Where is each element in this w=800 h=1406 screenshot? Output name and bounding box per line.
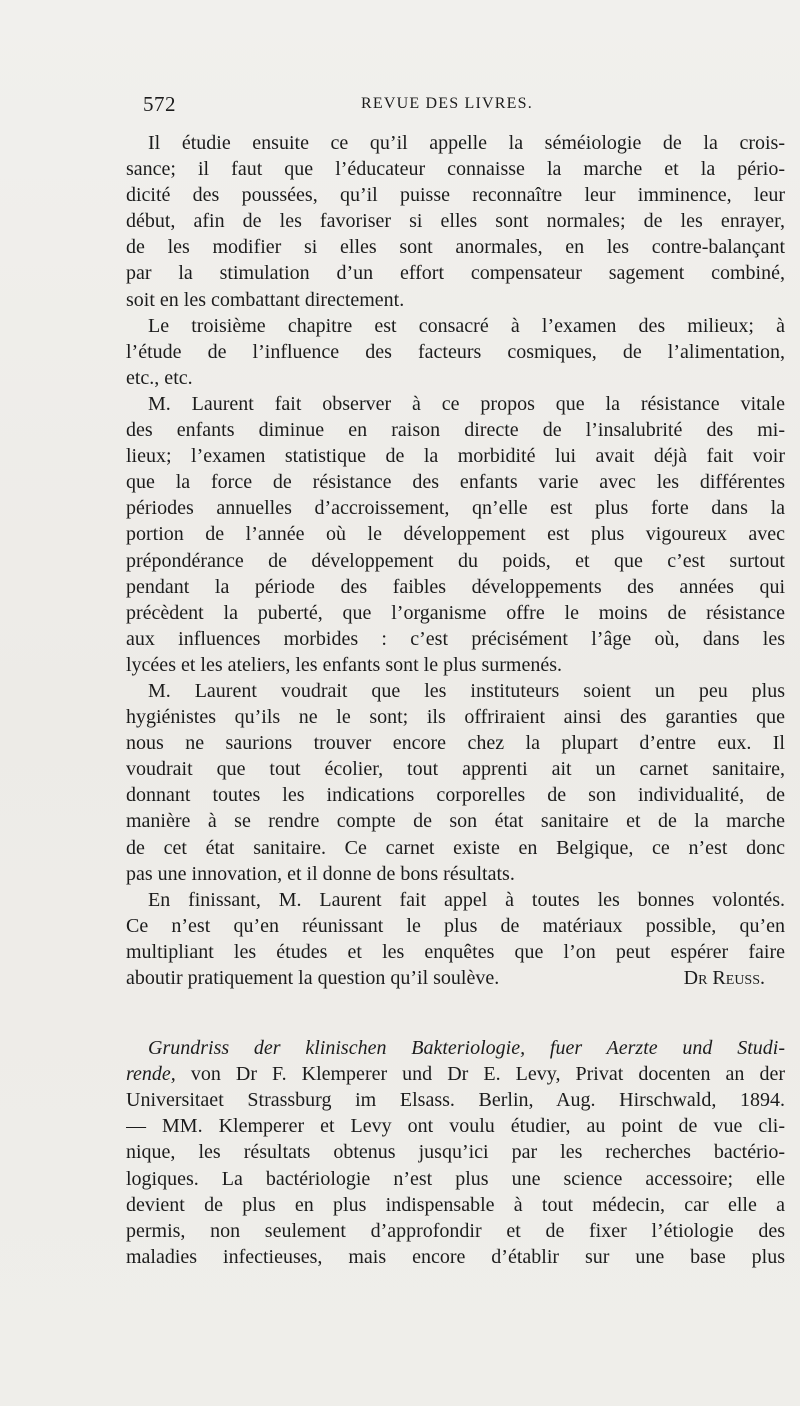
paragraph-semeiologie xyxy=(126,130,785,313)
review-publication-line: Universitaet Strassburg im Elsass. Berlin, Aug. Hirschwald, 1894. xyxy=(126,1089,785,1112)
text-line: aux influences morbides : c’est précisément l’âge où, dans les xyxy=(126,627,785,650)
text-line: précèdent la puberté, que l’organisme offre le moins de résistance xyxy=(126,601,785,624)
text-line: l’étude de l’influence des facteurs cosmiques, de l’alimentation, xyxy=(126,340,785,363)
text-line: nique, les résultats obtenus jusqu’ici par les recherches bactério- xyxy=(126,1141,785,1164)
book-authors: von Dr F. Klemperer und Dr E. Levy, Privat docenten an der xyxy=(190,1063,785,1086)
text-line: — MM. Klemperer et Levy ont voulu étudier, au point de vue cli- xyxy=(126,1115,785,1138)
paragraph-en-finissant xyxy=(126,887,785,991)
text-line: aboutir pratiquement la question qu’il soulève. xyxy=(126,967,500,989)
text-line: des enfants diminue en raison directe de l’insalubrité des mi- xyxy=(126,419,785,442)
text-line: que la force de résistance des enfants varie avec les différentes xyxy=(126,471,785,494)
text-line: maladies infectieuses, mais encore d’établir sur une base plus xyxy=(126,1245,785,1268)
text-line: logiques. La bactériologie n’est plus une science accessoire; elle xyxy=(126,1167,785,1190)
book-review-klemperer-levy xyxy=(126,1035,785,1270)
paragraph-resistance-vitale xyxy=(126,391,785,678)
text-line-with-signature xyxy=(126,965,785,991)
text-line: lieux; l’examen statistique de la morbidité lui avait déjà fait voir xyxy=(126,445,785,468)
text-line: début, afin de les favoriser si elles sont normales; de les enrayer, xyxy=(126,210,785,233)
text-line: prépondérance de développement du poids, et que c’est surtout xyxy=(126,549,785,572)
text-line: lycées et les ateliers, les enfants sont le plus surmenés. xyxy=(126,653,562,676)
text-line: Le troisième chapitre est consacré à l’examen des milieux; à xyxy=(148,314,785,337)
body-text xyxy=(126,130,785,1270)
text-line: M. Laurent voudrait que les instituteurs soient un peu plus xyxy=(148,679,785,702)
text-line: pas une innovation, et il donne de bons résultats. xyxy=(126,862,515,885)
text-line: M. Laurent fait observer à ce propos que la résistance vitale xyxy=(148,392,785,415)
text-line: manière à se rendre compte de son état sanitaire et de la marche xyxy=(126,810,785,833)
text-line: dicité des poussées, qu’il puisse reconnaître leur imminence, leur xyxy=(126,184,785,207)
text-line: sance; il faut que l’éducateur connaisse la marche et la pério- xyxy=(126,158,785,181)
text-line: donnant toutes les indications corporelles de son individualité, de xyxy=(126,784,785,807)
author-signature: Dr Reuss. xyxy=(683,967,765,989)
text-line: portion de l’année où le développement est plus vigoureux avec xyxy=(126,523,785,546)
text-line: En finissant, M. Laurent fait appel à toutes les bonnes volontés. xyxy=(148,888,785,911)
paragraph-troisieme-chapitre xyxy=(126,313,785,391)
text-line: multipliant les études et les enquêtes que l’on peut espérer faire xyxy=(126,940,785,963)
book-title: Grundriss der klinischen Bakteriologie, fuer Aerzte und Studi- xyxy=(148,1037,785,1060)
text-line: permis, non seulement d’approfondir et de fixer l’étiologie des xyxy=(126,1219,785,1242)
text-line: Ce n’est qu’en réunissant le plus de matériaux possible, qu’en xyxy=(126,914,785,937)
running-head xyxy=(125,92,785,122)
text-line: périodes annuelles d’accroissement, qn’elle est plus forte dans la xyxy=(126,497,785,520)
section-gap xyxy=(126,991,785,1035)
paragraph-instituteurs xyxy=(126,678,785,887)
journal-title: REVUE DES LIVRES. xyxy=(361,95,533,112)
text-line: Il étudie ensuite ce qu’il appelle la séméiologie de la crois- xyxy=(148,132,785,154)
text-line: voudrait que tout écolier, tout apprenti ait un carnet sanitaire, xyxy=(126,758,785,781)
text-line: etc., etc. xyxy=(126,366,193,389)
book-title-end: rende, xyxy=(126,1063,176,1086)
text-line: nous ne saurions trouver encore chez la plupart d’entre eux. Il xyxy=(126,732,785,755)
text-line: soit en les combattant directement. xyxy=(126,288,405,311)
text-line: de les modifier si elles sont anormales, en les contre-balançant xyxy=(126,236,785,259)
review-authors-line xyxy=(126,1061,785,1087)
text-line: par la stimulation d’un effort compensateur sagement combiné, xyxy=(126,262,785,285)
text-line: devient de plus en plus indispensable à tout médecin, car elle a xyxy=(126,1193,785,1216)
page-number: 572 xyxy=(143,92,176,116)
review-title-line xyxy=(126,1035,785,1061)
text-line: de cet état sanitaire. Ce carnet existe en Belgique, ce n’est donc xyxy=(126,836,785,859)
text-line: pendant la période des faibles développements des années qui xyxy=(126,575,785,598)
text-line: hygiénistes qu’ils ne le sont; ils offriraient ainsi des garanties que xyxy=(126,706,785,729)
